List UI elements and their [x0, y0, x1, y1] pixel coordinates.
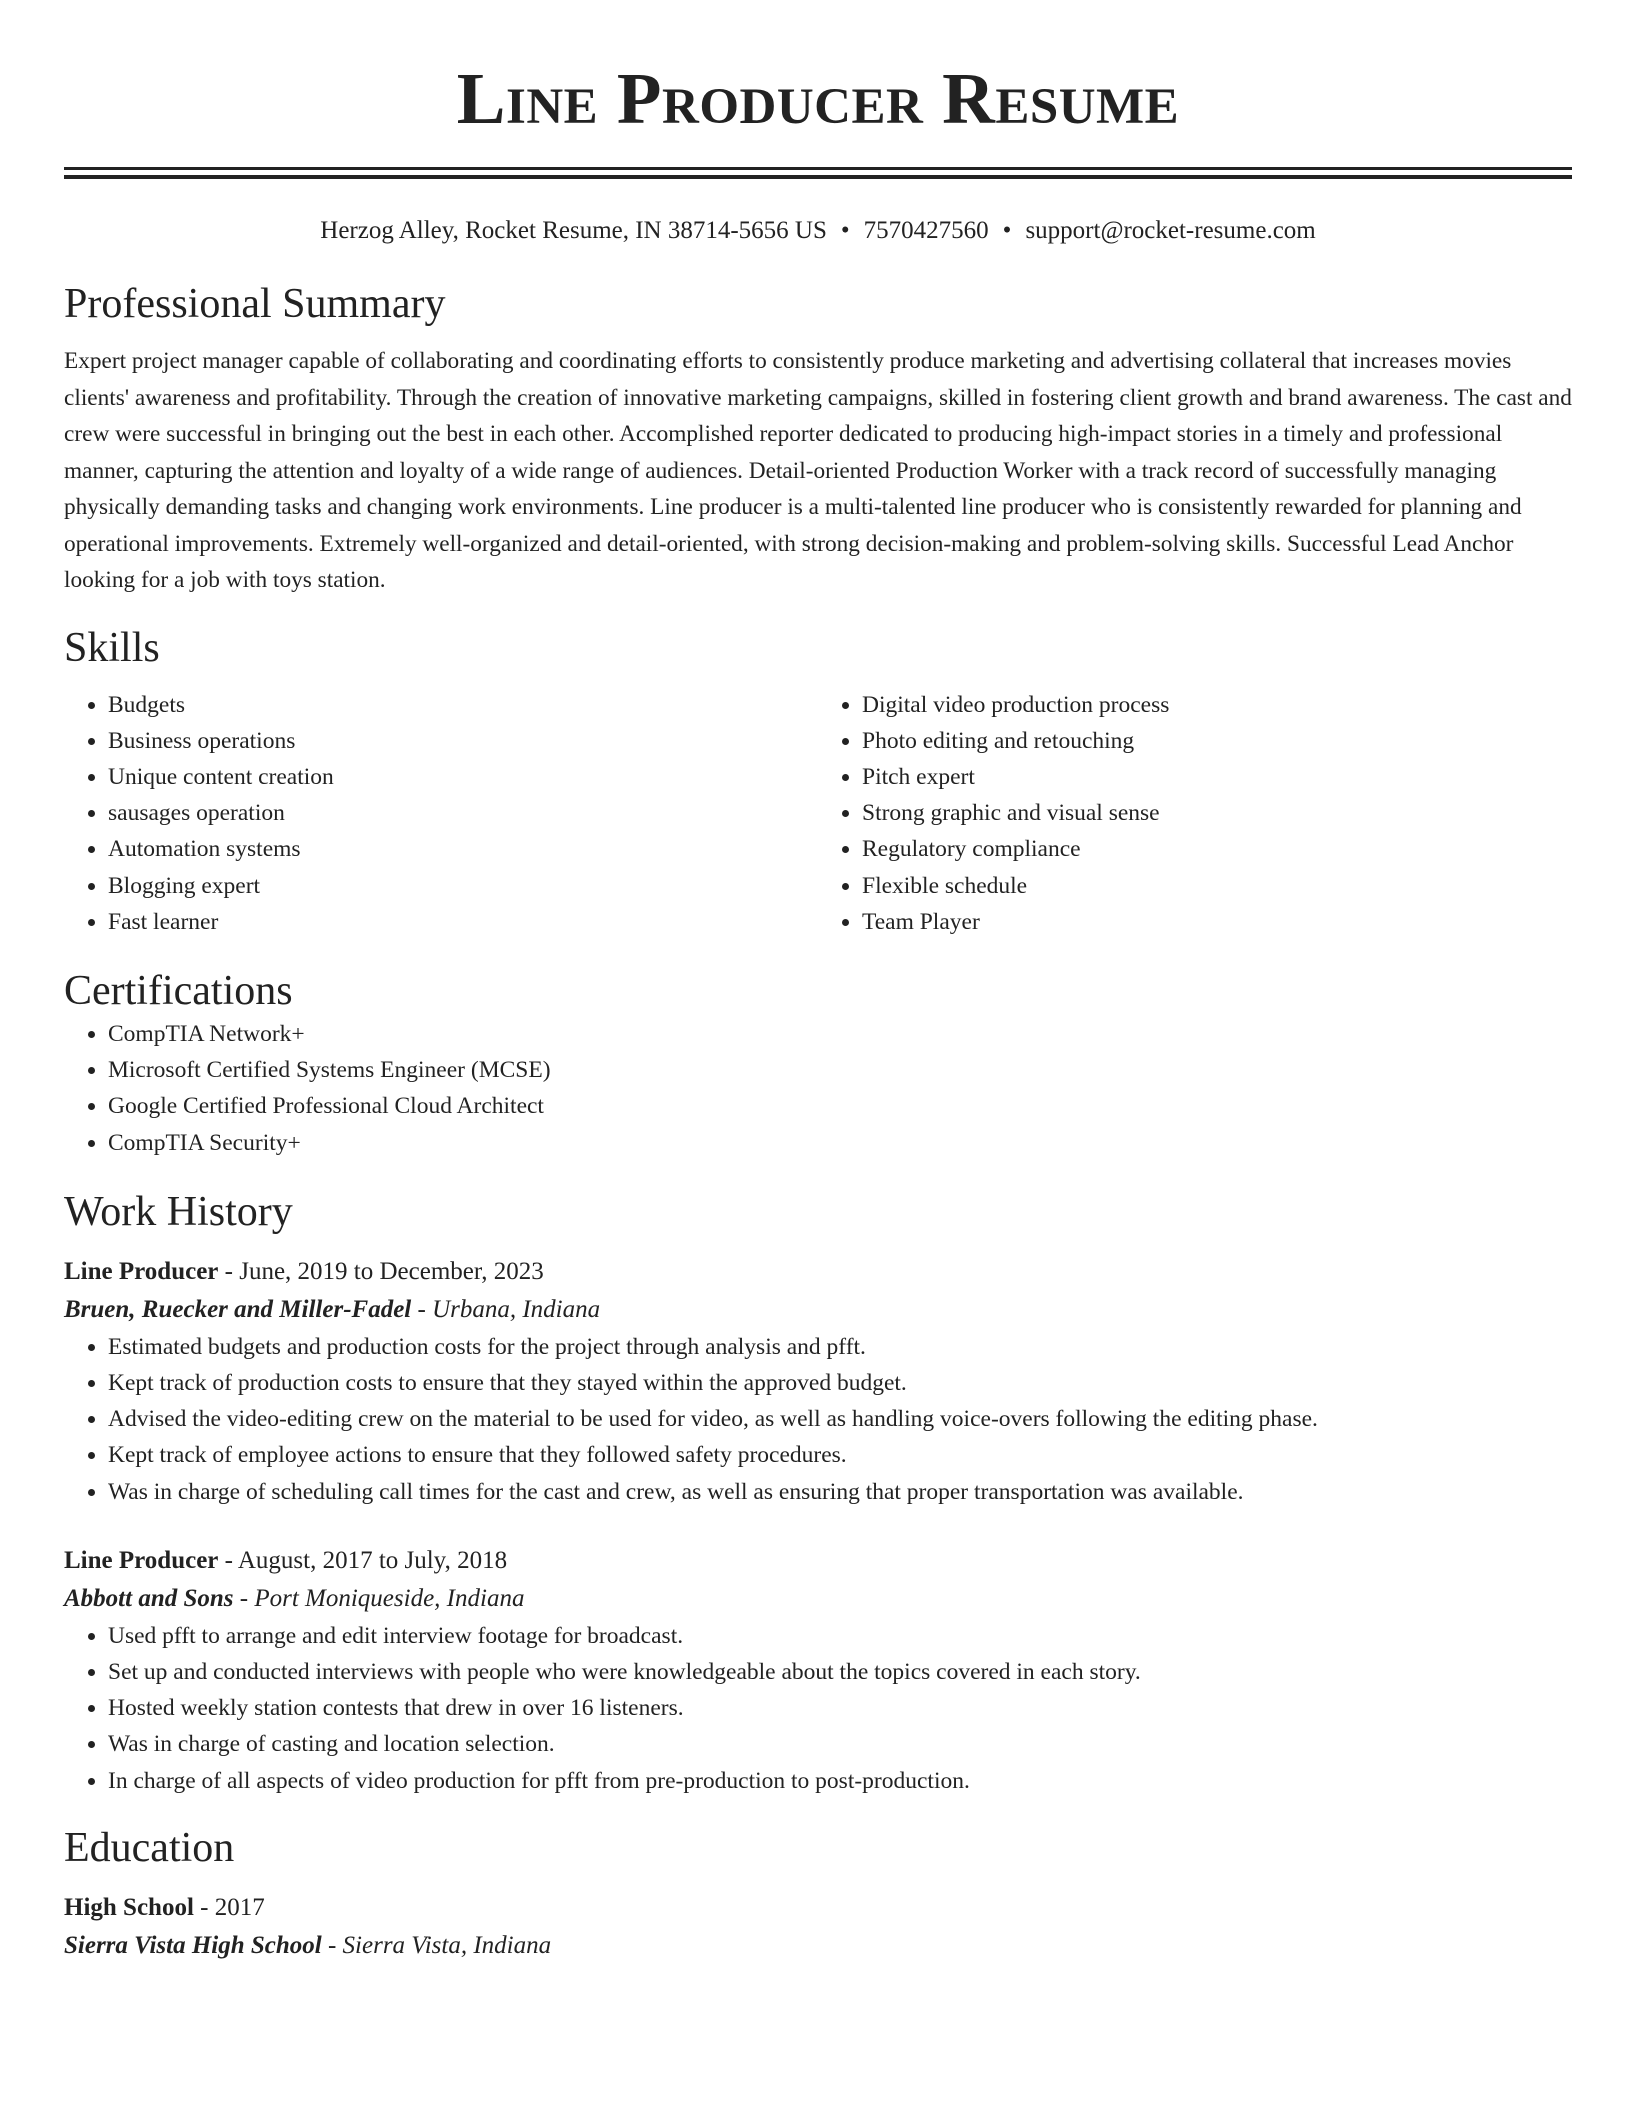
job-duty-item: • Kept track of production costs to ensure that they stayed within the approved budget.	[108, 1365, 1572, 1401]
job-location: - Urbana, Indiana	[411, 1295, 601, 1323]
skill-item: • Strong graphic and visual sense	[862, 795, 1572, 831]
education-degree: High School	[64, 1893, 194, 1921]
job-duties-list	[64, 1329, 1572, 1510]
skill-item: • sausages operation	[108, 795, 818, 831]
job-dates: - June, 2019 to December, 2023	[218, 1257, 544, 1285]
job-duty-item: • Estimated budgets and production costs for the project through analysis and pfft.	[108, 1329, 1572, 1365]
title-divider-top	[64, 167, 1572, 170]
job-role: Line Producer	[64, 1546, 219, 1574]
education-heading: Education	[64, 1824, 235, 1871]
skill-item: • Business operations	[108, 723, 818, 759]
job-dates: - August, 2017 to July, 2018	[218, 1546, 508, 1574]
certifications-list	[64, 1016, 1572, 1161]
job-role: Line Producer	[64, 1257, 219, 1285]
skill-item: • Regulatory compliance	[862, 831, 1572, 867]
job-title-line	[64, 1542, 1572, 1580]
job-duty-item: • Used pfft to arrange and edit interview footage for broadcast.	[108, 1618, 1572, 1654]
job-company-line	[64, 1291, 1572, 1329]
job-duty-item: • Hosted weekly station contests that drew in over 16 listeners.	[108, 1690, 1572, 1726]
resume-title: Line Producer Resume	[456, 58, 1180, 139]
contact-line	[64, 215, 1572, 247]
job-duty-item: • Set up and conducted interviews with people who were knowledgeable about the topics covered in each story.	[108, 1654, 1572, 1690]
skill-item: • Budgets	[108, 687, 818, 723]
job-duty-item: • Kept track of employee actions to ensure that they followed safety procedures.	[108, 1437, 1572, 1473]
job-duties-list	[64, 1618, 1572, 1799]
skills-list-left	[64, 687, 818, 940]
title-divider-bottom	[64, 175, 1572, 179]
skill-item: • Pitch expert	[862, 759, 1572, 795]
skill-item: • Automation systems	[108, 831, 818, 867]
job-duty-item: • In charge of all aspects of video production for pfft from pre-production to post-production.	[108, 1763, 1572, 1799]
skills-list-right	[818, 687, 1572, 940]
skill-item: • Digital video production process	[862, 687, 1572, 723]
work-history-heading: Work History	[64, 1188, 293, 1235]
certification-item: • CompTIA Security+	[108, 1125, 1572, 1161]
education-year: - 2017	[193, 1893, 265, 1921]
contact-phone: 7570427560	[863, 217, 989, 244]
education-degree-line	[64, 1889, 1572, 1927]
job-company: Bruen, Ruecker and Miller-Fadel	[64, 1295, 412, 1323]
skill-item: • Fast learner	[108, 904, 818, 940]
skills-heading: Skills	[64, 624, 160, 671]
education-school-line	[64, 1927, 1572, 1965]
summary-heading: Professional Summary	[64, 281, 446, 327]
contact-email: support@rocket-resume.com	[1025, 217, 1316, 244]
job-company-line	[64, 1580, 1572, 1618]
job-duty-item: • Was in charge of casting and location selection.	[108, 1726, 1572, 1762]
contact-separator: •	[1002, 217, 1012, 244]
education-location: - Sierra Vista, Indiana	[321, 1931, 552, 1959]
contact-separator: •	[840, 217, 850, 244]
job-entry	[64, 1253, 1572, 1510]
skill-item: • Unique content creation	[108, 759, 818, 795]
contact-address: Herzog Alley, Rocket Resume, IN 38714-5656 US	[320, 217, 827, 244]
education-school: Sierra Vista High School	[64, 1931, 322, 1959]
resume-page	[64, 0, 1572, 1965]
certifications-heading: Certifications	[64, 967, 293, 1014]
job-duty-item: • Advised the video-editing crew on the material to be used for video, as well as handling voice-overs following the editing phase.	[108, 1401, 1572, 1437]
certification-item: • Microsoft Certified Systems Engineer (MCSE)	[108, 1052, 1572, 1088]
certification-item: • Google Certified Professional Cloud Architect	[108, 1088, 1572, 1124]
summary-text: Expert project manager capable of collaborating and coordinating efforts to consistently produce marketing and advertising collateral that increases movies clients' awareness and profitability. Through the creation of innovative marketing campaigns, skilled in fostering client growth and brand awareness. The cast and crew were successful in bringing out the best in each other. Accomplished reporter dedicated to producing high-impact stories in a timely and professional manner, capturing the attention and loyalty of a wide range of audiences. Detail-oriented Production Worker with a track record of successfully managing physically demanding tasks and changing work environments. Line producer is a multi-talented line producer who is consistently rewarded for planning and operational improvements. Extremely well-organized and detail-oriented, with strong decision-making and problem-solving skills. Successful Lead Anchor looking for a job with toys station.	[64, 348, 1572, 593]
job-duty-item: • Was in charge of scheduling call times for the cast and crew, as well as ensuring that proper transportation was available.	[108, 1474, 1572, 1510]
job-entry	[64, 1542, 1572, 1799]
job-location: - Port Moniqueside, Indiana	[233, 1584, 525, 1612]
certification-item: • CompTIA Network+	[108, 1016, 1572, 1052]
job-company: Abbott and Sons	[64, 1584, 234, 1612]
skills-columns	[64, 687, 1572, 940]
job-title-line	[64, 1253, 1572, 1291]
skill-item: • Team Player	[862, 904, 1572, 940]
skill-item: • Photo editing and retouching	[862, 723, 1572, 759]
skill-item: • Flexible schedule	[862, 868, 1572, 904]
skill-item: • Blogging expert	[108, 868, 818, 904]
